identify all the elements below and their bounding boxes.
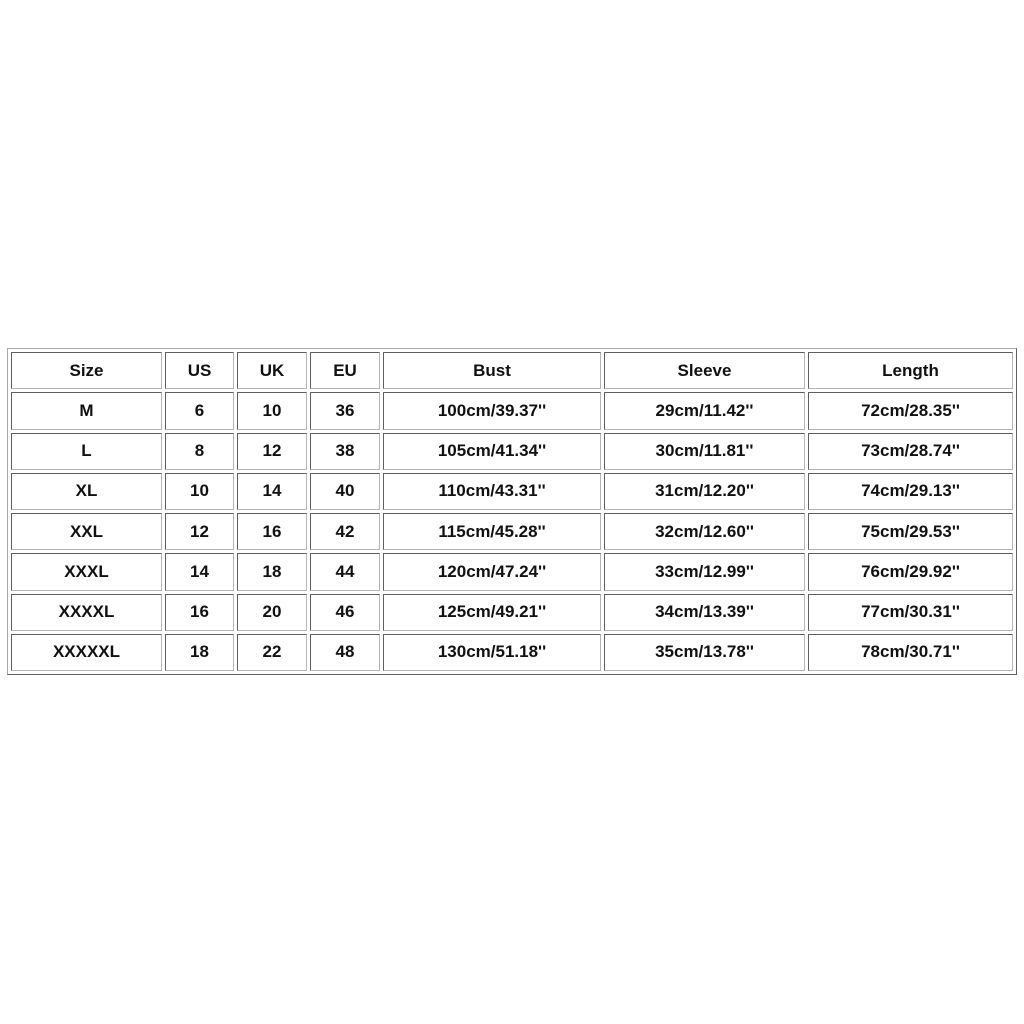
cell-size: XXL	[11, 513, 162, 550]
table-row	[11, 473, 1013, 510]
cell-us: 16	[165, 594, 234, 631]
cell-bust: 105cm/41.34''	[383, 433, 601, 470]
table-row	[11, 513, 1013, 550]
cell-size: L	[11, 433, 162, 470]
cell-bust: 130cm/51.18''	[383, 634, 601, 671]
cell-uk: 16	[237, 513, 307, 550]
cell-sleeve: 32cm/12.60''	[604, 513, 805, 550]
cell-eu: 46	[310, 594, 380, 631]
header-bust: Bust	[383, 352, 601, 389]
table-row	[11, 392, 1013, 429]
header-sleeve: Sleeve	[604, 352, 805, 389]
cell-length: 75cm/29.53''	[808, 513, 1013, 550]
cell-us: 14	[165, 553, 234, 590]
header-uk: UK	[237, 352, 307, 389]
cell-length: 74cm/29.13''	[808, 473, 1013, 510]
cell-eu: 38	[310, 433, 380, 470]
cell-uk: 20	[237, 594, 307, 631]
cell-sleeve: 31cm/12.20''	[604, 473, 805, 510]
cell-uk: 14	[237, 473, 307, 510]
cell-length: 76cm/29.92''	[808, 553, 1013, 590]
cell-bust: 115cm/45.28''	[383, 513, 601, 550]
cell-sleeve: 29cm/11.42''	[604, 392, 805, 429]
header-length: Length	[808, 352, 1013, 389]
cell-eu: 42	[310, 513, 380, 550]
cell-length: 77cm/30.31''	[808, 594, 1013, 631]
cell-sleeve: 35cm/13.78''	[604, 634, 805, 671]
table-row	[11, 594, 1013, 631]
cell-uk: 10	[237, 392, 307, 429]
cell-us: 10	[165, 473, 234, 510]
cell-size: XL	[11, 473, 162, 510]
cell-length: 72cm/28.35''	[808, 392, 1013, 429]
table-row	[11, 433, 1013, 470]
cell-eu: 36	[310, 392, 380, 429]
cell-bust: 125cm/49.21''	[383, 594, 601, 631]
header-eu: EU	[310, 352, 380, 389]
cell-us: 12	[165, 513, 234, 550]
cell-length: 78cm/30.71''	[808, 634, 1013, 671]
cell-bust: 110cm/43.31''	[383, 473, 601, 510]
cell-eu: 44	[310, 553, 380, 590]
table-row	[11, 553, 1013, 590]
cell-size: M	[11, 392, 162, 429]
cell-length: 73cm/28.74''	[808, 433, 1013, 470]
header-us: US	[165, 352, 234, 389]
cell-us: 8	[165, 433, 234, 470]
header-size: Size	[11, 352, 162, 389]
cell-us: 6	[165, 392, 234, 429]
cell-us: 18	[165, 634, 234, 671]
header-row	[11, 352, 1013, 389]
cell-sleeve: 33cm/12.99''	[604, 553, 805, 590]
cell-uk: 22	[237, 634, 307, 671]
size-chart-table	[7, 348, 1017, 675]
cell-uk: 18	[237, 553, 307, 590]
cell-sleeve: 34cm/13.39''	[604, 594, 805, 631]
cell-bust: 100cm/39.37''	[383, 392, 601, 429]
cell-eu: 48	[310, 634, 380, 671]
cell-uk: 12	[237, 433, 307, 470]
cell-size: XXXL	[11, 553, 162, 590]
cell-bust: 120cm/47.24''	[383, 553, 601, 590]
cell-eu: 40	[310, 473, 380, 510]
table-row	[11, 634, 1013, 671]
cell-sleeve: 30cm/11.81''	[604, 433, 805, 470]
cell-size: XXXXXL	[11, 634, 162, 671]
cell-size: XXXXL	[11, 594, 162, 631]
